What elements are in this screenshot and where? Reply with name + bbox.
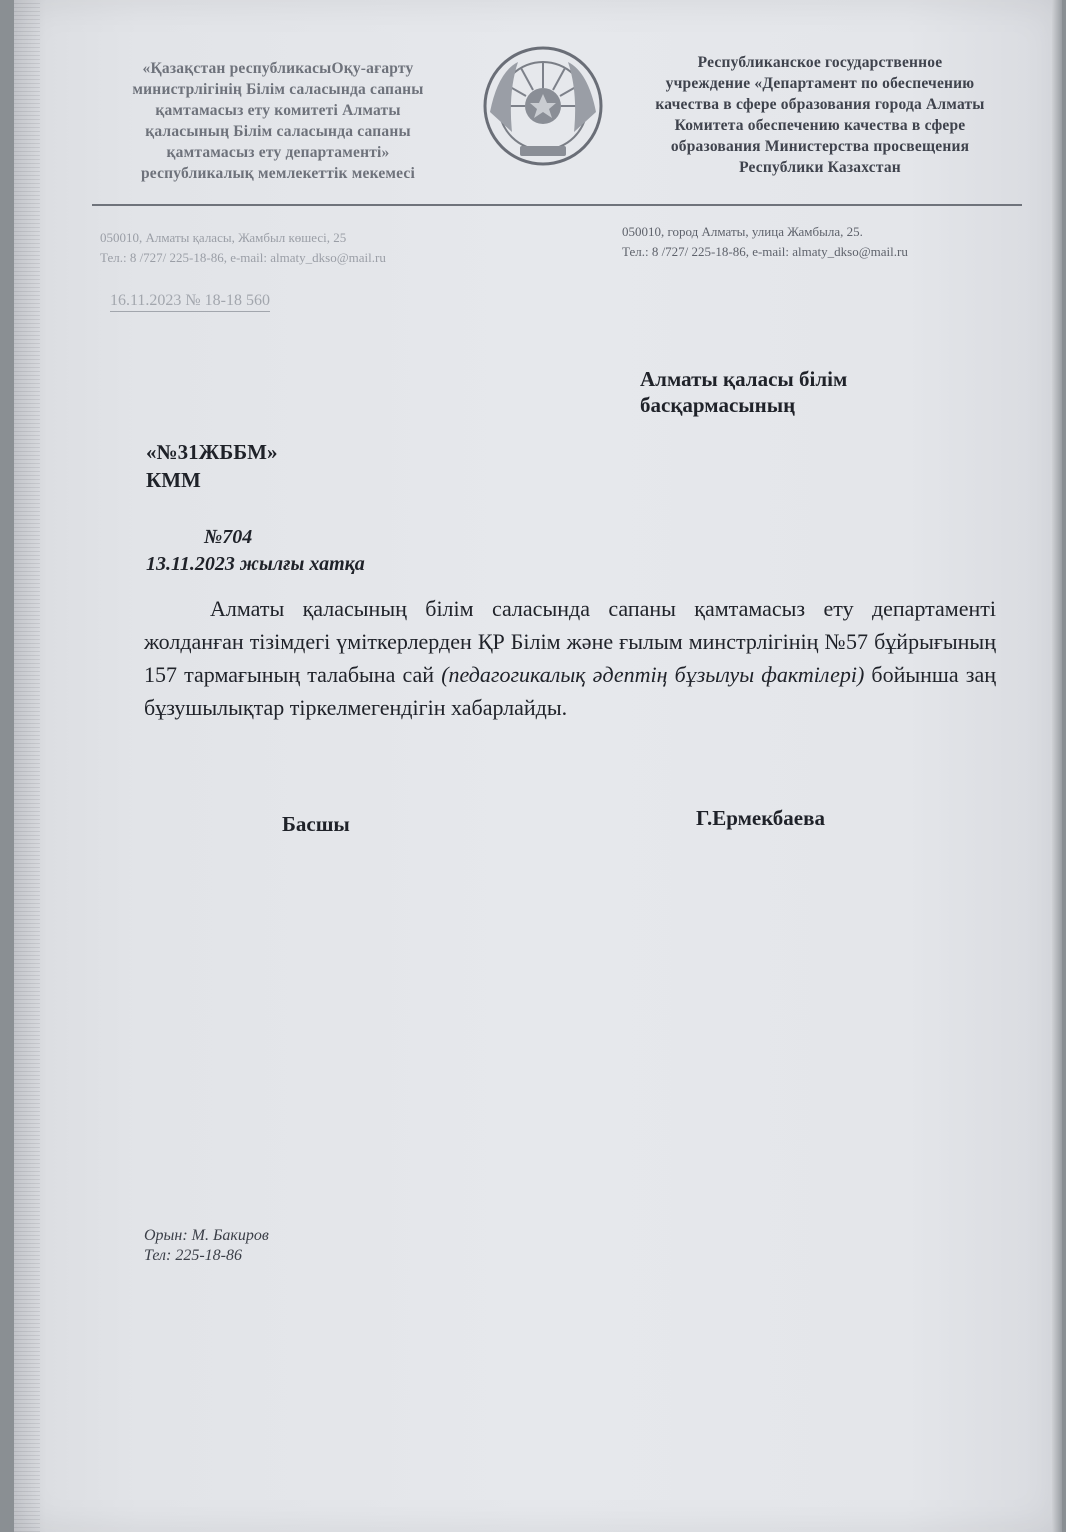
header-right-line: качества в сфере образования города Алматы: [655, 96, 985, 113]
kazakhstan-emblem-icon: [478, 42, 608, 172]
executor-name: Орын: М. Бакиров: [144, 1227, 269, 1244]
header-left-line: қамтамасыз ету департаменті»: [166, 144, 390, 161]
executor-block: [144, 1226, 269, 1266]
header-left-kazakh: [98, 58, 458, 184]
address-left: [100, 228, 386, 268]
recipient-line: Алматы қаласы білім: [640, 367, 848, 391]
body-text-part2: бойынша заң бұзушылықтар тіркелмегендігін хабарлайды.: [144, 662, 997, 720]
reference-date: 13.11.2023 жылғы хатқа: [146, 553, 365, 575]
address-right: [622, 222, 908, 262]
reference-number: №704: [204, 526, 253, 548]
header-right-line: Республиканское государственное: [697, 54, 943, 71]
header-right-line: Комитета обеспечению качества в сфере: [674, 117, 966, 134]
letter-body: [144, 592, 996, 724]
address-left-contacts: Тел.: 8 /727/ 225-18-86, e-mail: almaty_dkso@mail.ru: [100, 250, 386, 265]
signature-name: Г.Ермекбаева: [696, 806, 825, 830]
reference-block: [146, 524, 365, 578]
header-divider: [92, 204, 1022, 206]
address-left-street: 050010, Алматы қаласы, Жамбыл көшесі, 25: [100, 230, 347, 245]
executor-phone: Тел: 225-18-86: [144, 1247, 242, 1264]
header-right-line: Республики Казахстан: [739, 159, 901, 176]
paper-edge: [1052, 0, 1062, 1532]
header-right-russian: [620, 52, 1020, 178]
body-paragraph: [144, 592, 996, 724]
header-right-line: учреждение «Департамент по обеспечению: [665, 75, 975, 92]
recipient-line: басқармасының: [640, 393, 796, 417]
header-left-line: қаласының Білім саласында сапаны: [145, 123, 411, 140]
organization-name: «№31ЖББМ»: [146, 440, 278, 464]
header-left-line: «Қазақстан республикасыОқу-ағарту: [142, 60, 414, 77]
header-left-line: қамтамасыз ету комитеті Алматы: [155, 102, 401, 119]
scan-artifact: [14, 0, 40, 1532]
header-left-line: министрлігінің Білім саласында сапаны: [132, 81, 424, 98]
organization-block: [146, 438, 277, 494]
registration-number: 16.11.2023 № 18-18 560: [110, 292, 270, 312]
organization-type: КММ: [146, 468, 201, 492]
address-right-contacts: Тел.: 8 /727/ 225-18-86, e-mail: almaty_dkso@mail.ru: [622, 244, 908, 259]
body-text-italic: (педагогикалық әдептің бұзылуы фактілері): [441, 662, 865, 687]
body-text-part1: Алматы қаласының білім саласында сапаны қамтамасыз ету департаменті жолданған тізімдегі үміткерлерден ҚР Білім және ғылым минстрлігінің №57 бұйрығының 157 тармағының талабына сай: [144, 596, 996, 687]
header-left-line: республикалық мемлекеттік мекемесі: [140, 165, 416, 182]
address-right-street: 050010, город Алматы, улица Жамбыла, 25.: [622, 224, 863, 239]
header-right-line: образования Министерства просвещения: [670, 138, 970, 155]
signature-title: Басшы: [282, 812, 350, 836]
recipient-block: [640, 366, 847, 418]
